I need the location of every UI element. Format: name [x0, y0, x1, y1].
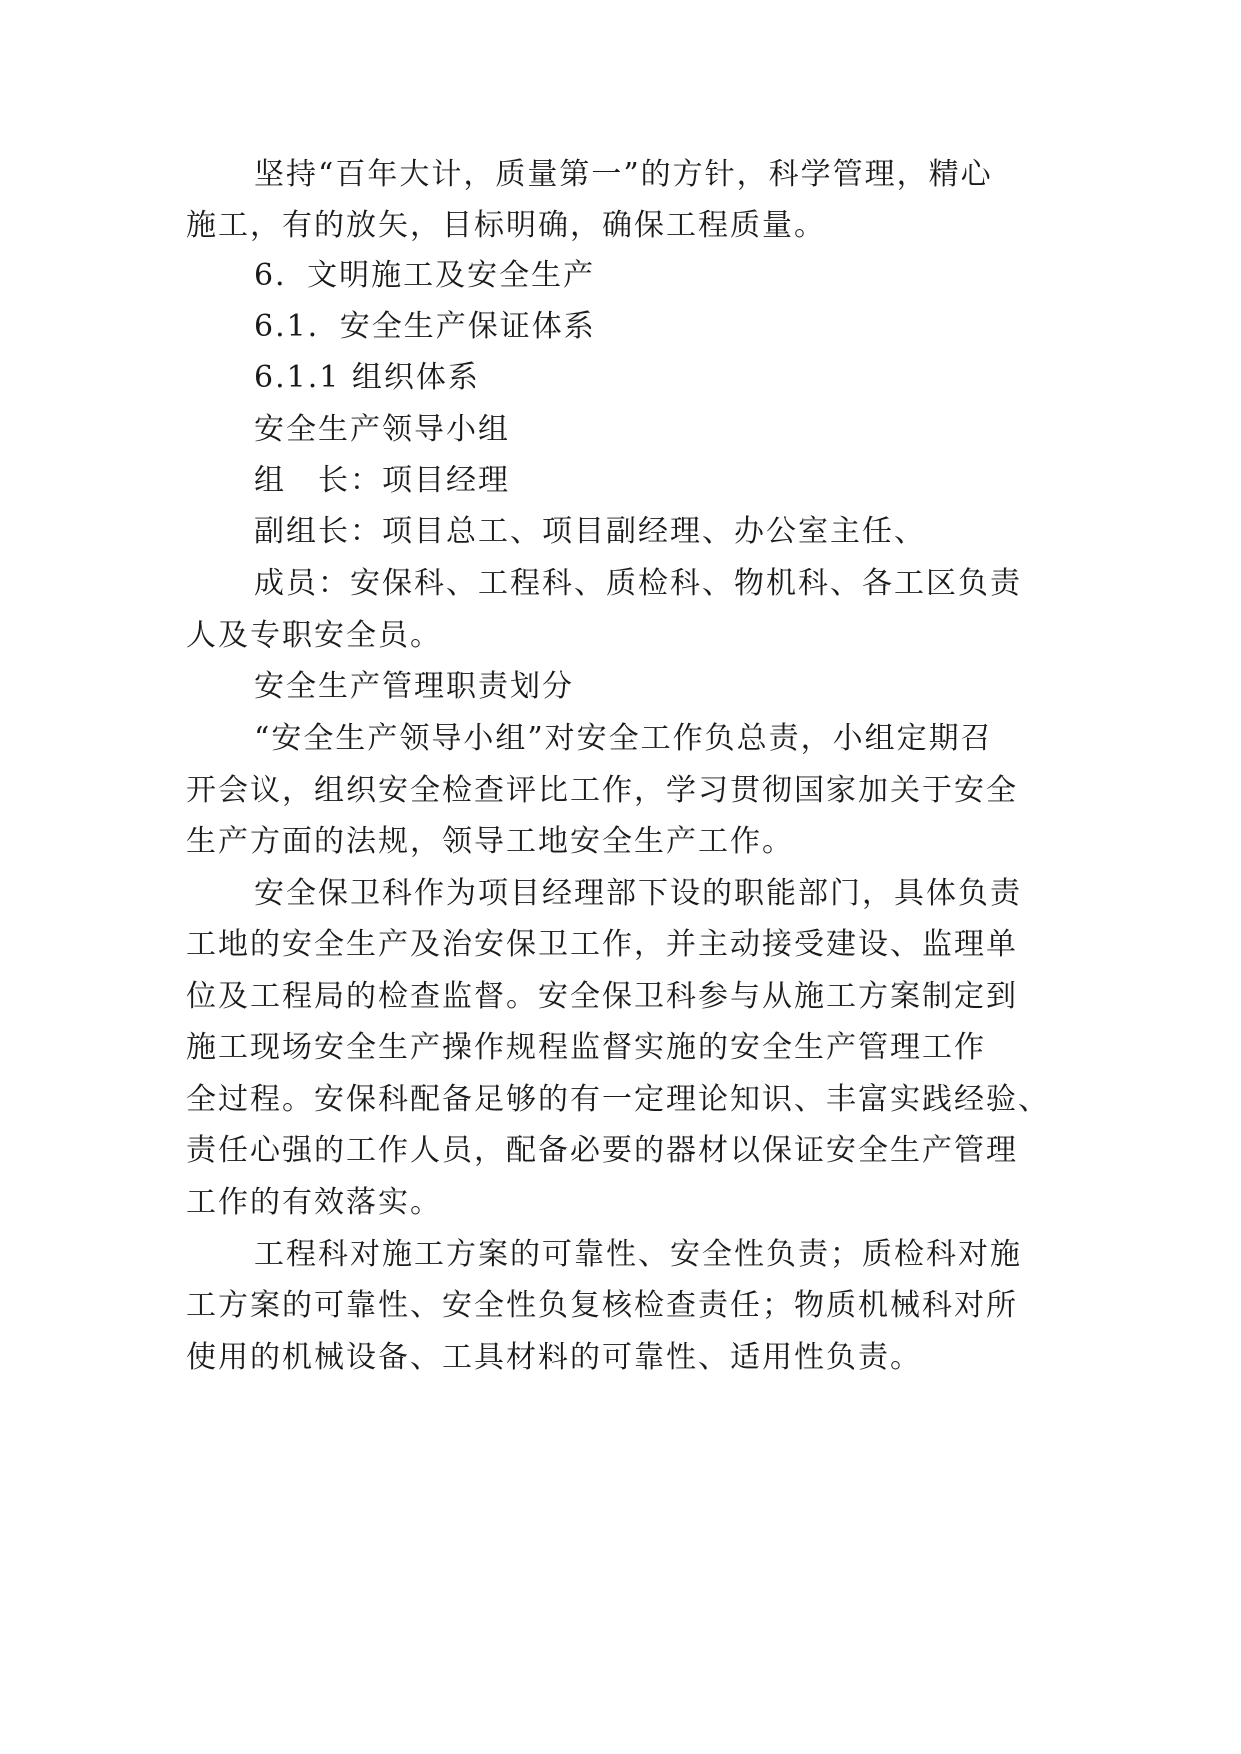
paragraph-line: 成员：安保科、工程科、质检科、物机科、各工区负责: [254, 566, 1022, 601]
paragraph-line: 生产方面的法规，领导工地安全生产工作。: [186, 824, 794, 859]
paragraph-line: 责任心强的工作人员，配备必要的器材以保证安全生产管理: [186, 1133, 1018, 1168]
paragraph-line: 工方案的可靠性、安全性负复核检查责任；物质机械科对所: [186, 1288, 1018, 1323]
paragraph-line: 开会议，组织安全检查评比工作，学习贯彻国家加关于安全: [186, 773, 1018, 808]
paragraph-line: 安全保卫科作为项目经理部下设的职能部门，具体负责: [254, 876, 1022, 911]
paragraph-line: 安全生产领导小组: [254, 412, 510, 447]
paragraph-line: 安全生产管理职责划分: [254, 669, 574, 704]
paragraph-line: 施工，有的放矢，目标明确，确保工程质量。: [186, 208, 826, 243]
paragraph-line: 副组长：项目总工、项目副经理、办公室主任、: [254, 514, 926, 549]
paragraph-line: 位及工程局的检查监督。安全保卫科参与从施工方案制定到: [186, 979, 1018, 1014]
paragraph-line: 使用的机械设备、工具材料的可靠性、适用性负责。: [186, 1340, 922, 1375]
paragraph-line: 全过程。安保科配备足够的有一定理论知识、丰富实践经验、: [186, 1082, 1050, 1117]
paragraph-line: 人及专职安全员。: [186, 618, 442, 653]
paragraph-line: 组 长：项目经理: [254, 463, 510, 498]
paragraph-line: 工程科对施工方案的可靠性、安全性负责；质检科对施: [254, 1237, 1022, 1272]
paragraph-line: 工作的有效落实。: [186, 1185, 442, 1220]
paragraph-line: 施工现场安全生产操作规程监督实施的安全生产管理工作: [186, 1030, 986, 1065]
paragraph-line: 坚持“百年大计，质量第一”的方针，科学管理，精心: [254, 157, 993, 192]
section-heading: 6．文明施工及安全生产: [254, 258, 596, 293]
subsection-heading: 6.1．安全生产保证体系: [254, 309, 596, 344]
paragraph-line: “安全生产领导小组”对安全工作负总责，小组定期召: [254, 721, 993, 756]
paragraph-line: 工地的安全生产及治安保卫工作，并主动接受建设、监理单: [186, 927, 1018, 962]
subsection-heading: 6.1.1 组织体系: [254, 360, 480, 395]
